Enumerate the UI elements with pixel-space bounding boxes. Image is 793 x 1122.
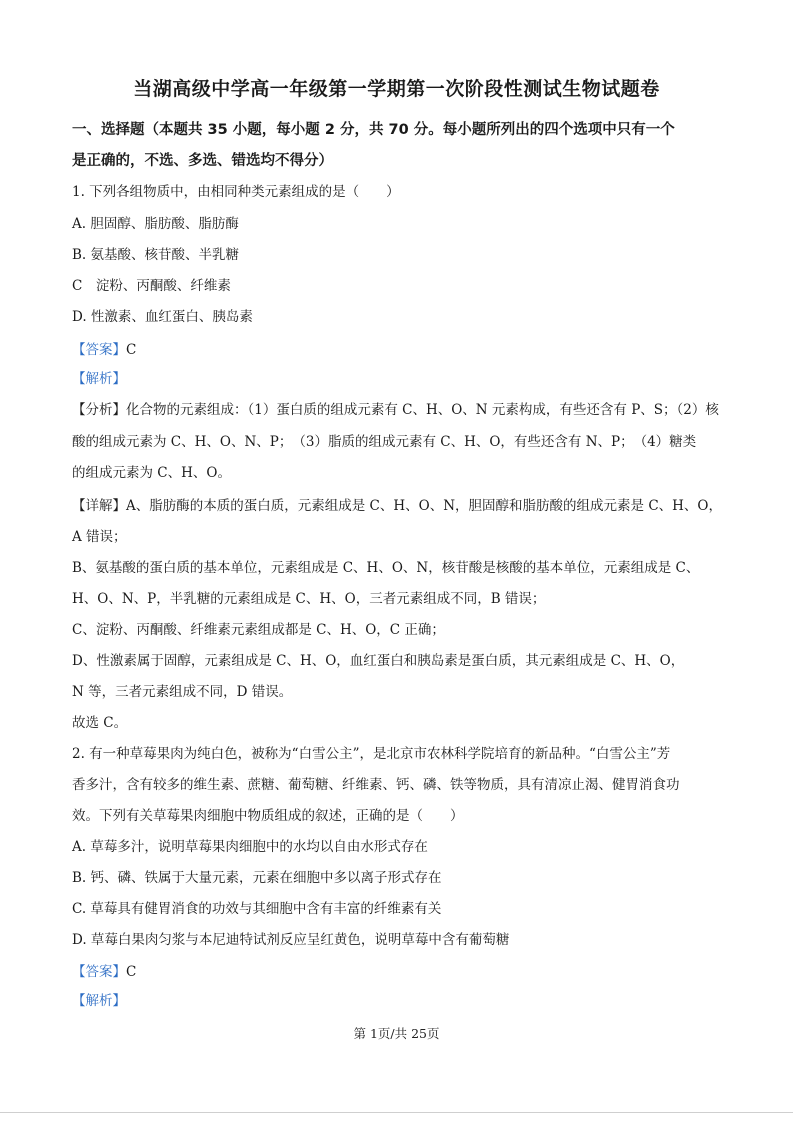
answer-tag: 【答案】 xyxy=(72,342,126,358)
section-heading-line-1: 一、选择题（本题共 35 小题，每小题 2 分，共 70 分。每小题所列出的四个选项中只有一个 xyxy=(72,122,675,138)
q1-option-b: B. 氨基酸、核苷酸、半乳糖 xyxy=(72,247,240,263)
q1-detail-line-6: D、性激素属于固醇，元素组成是 C、H、O，血红蛋白和胰岛素是蛋白质，其元素组成是 C、H、O， xyxy=(72,653,685,669)
q1-stem: 1. 下列各组物质中，由相同种类元素组成的是（ ） xyxy=(72,184,400,200)
page-title: 当湖高级中学高一年级第一学期第一次阶段性测试生物试题卷 xyxy=(133,78,660,100)
q1-detail-line-7: N 等，三者元素组成不同，D 错误。 xyxy=(72,684,293,700)
q2-option-a: A. 草莓多汁，说明草莓果肉细胞中的水均以自由水形式存在 xyxy=(72,839,428,855)
page-footer: 第 1页/共 25页 xyxy=(353,1026,440,1041)
q1-option-d: D. 性激素、血红蛋白、胰岛素 xyxy=(72,309,253,325)
bottom-divider xyxy=(0,1112,793,1113)
analysis-tag: 【解析】 xyxy=(72,993,126,1009)
q1-option-a: A. 胆固醇、脂肪酸、脂肪酶 xyxy=(72,216,239,232)
q1-fenxi-line-2: 酸的组成元素为 C、H、O、N、P； （3）脂质的组成元素有 C、H、O，有些还含有 N、P； （4）糖类 xyxy=(72,434,697,450)
q2-stem-line-1: 2. 有一种草莓果肉为纯白色，被称为“白雪公主”，是北京市农林科学院培育的新品种。“白雪公主”芳 xyxy=(72,746,671,762)
q1-answer: C xyxy=(126,342,137,358)
q1-option-c: C 淀粉、丙酮酸、纤维素 xyxy=(72,278,231,294)
q1-detail-line-8: 故选 C。 xyxy=(72,715,128,731)
answer-tag: 【答案】 xyxy=(72,964,126,980)
q1-fenxi-line-3: 的组成元素为 C、H、O。 xyxy=(72,465,231,481)
q2-option-b: B. 钙、磷、铁属于大量元素，元素在细胞中多以离子形式存在 xyxy=(72,870,442,886)
q1-fenxi-line-1 xyxy=(72,400,722,420)
q1-answer-line xyxy=(72,340,722,360)
analysis-tag: 【解析】 xyxy=(72,371,126,387)
q2-stem-line-3: 效。下列有关草莓果肉细胞中物质组成的叙述，正确的是（ ） xyxy=(72,808,464,824)
q2-stem-line-2: 香多汁，含有较多的维生素、蔗糖、葡萄糖、纤维素、钙、磷、铁等物质，具有清凉止渴、健胃消食功 xyxy=(72,777,680,793)
q2-answer-line xyxy=(72,962,722,982)
detail-tag: 【详解】 xyxy=(72,498,126,514)
q1-detail-line-1 xyxy=(72,496,722,516)
q1-detail-line-4: H、O、N、P，半乳糖的元素组成是 C、H、O，三者元素组成不同，B 错误； xyxy=(72,591,546,607)
q2-option-c: C. 草莓具有健胃消食的功效与其细胞中含有丰富的纤维素有关 xyxy=(72,901,442,917)
q1-detail-line-5: C、淀粉、丙酮酸、纤维素元素组成都是 C、H、O，C 正确； xyxy=(72,622,445,638)
q1-fenxi-text-1: 化合物的元素组成：（1）蛋白质的组成元素有 C、H、O、N 元素构成，有些还含有 P、S；（2）核 xyxy=(126,402,719,418)
q1-detail-line-3: B、氨基酸的蛋白质的基本单位，元素组成是 C、H、O、N，核苷酸是核酸的基本单位，元素组成是 C、 xyxy=(72,560,700,576)
section-heading-line-2: 是正确的，不选、多选、错选均不得分） xyxy=(72,153,333,169)
q1-detail-text-1: A、脂肪酶的本质的蛋白质，元素组成是 C、H、O、N，胆固醇和脂肪酸的组成元素是 C、H、O， xyxy=(126,498,722,514)
q1-analysis-line xyxy=(72,369,722,389)
fenxi-tag: 【分析】 xyxy=(72,402,126,418)
q2-analysis-line xyxy=(72,991,722,1011)
q2-option-d: D. 草莓白果肉匀浆与本尼迪特试剂反应呈红黄色，说明草莓中含有葡萄糖 xyxy=(72,932,510,948)
q2-answer: C xyxy=(126,964,137,980)
q1-detail-line-2: A 错误； xyxy=(72,529,127,545)
